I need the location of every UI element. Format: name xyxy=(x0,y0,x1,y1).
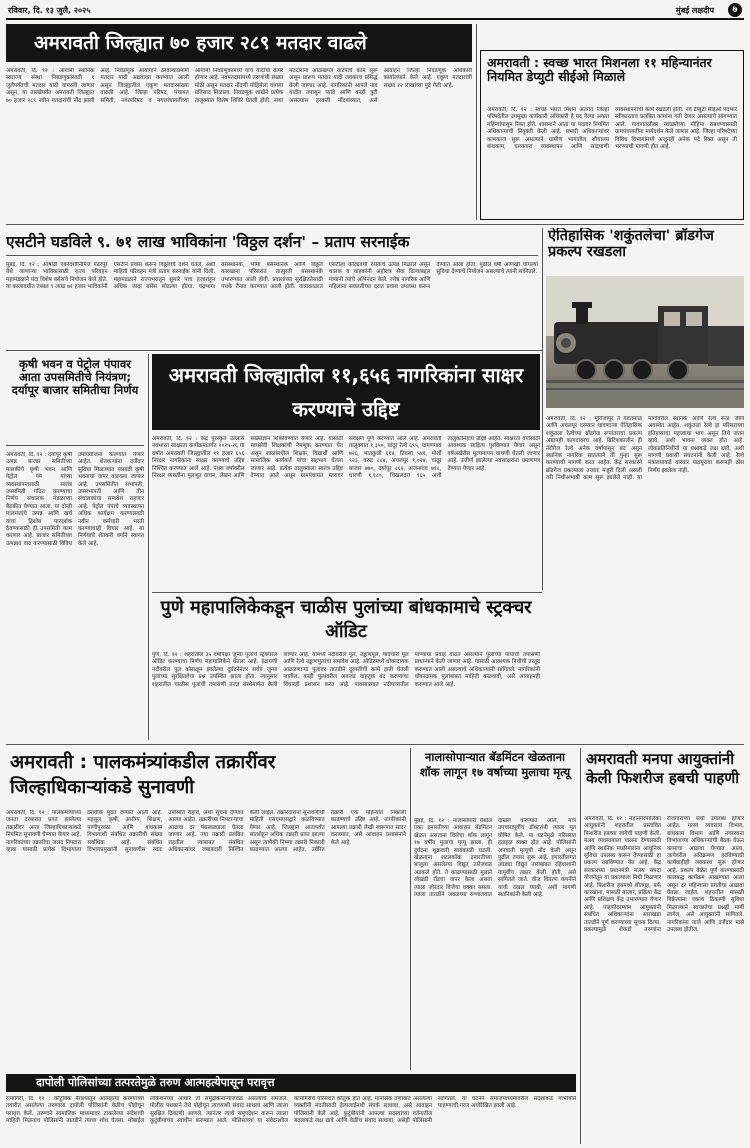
story-headline: अमरावती जिल्ह्यात ७० हजार २८९ मतदार वाढले xyxy=(6,24,472,62)
story-dapoli-police xyxy=(6,1074,576,1144)
story-body: मुंबई, दि. १२ : नालासोपारा येथील एका इमारतीच्या आवारात बॅडमिंटन खेळत असताना विजेचा शॉक लागून १७ वर्षीय मुलाचा मृत्यू झाला. ही दुर्घटना शुक्रवारी सायंकाळी घडली. खेळताना शटलकॉक इमारतीच्या बाजूला असलेल्या विद्युत तारेजवळ अडकले होते. ते काढण्यासाठी मुलाने लोखंडी रॉडचा वापर केला असता त्याला जोरदार विजेचा धक्का बसला. त्याला तातडीने जवळच्या रुग्णालयात दाखल करण्यात आले, मात्र उपचारापूर्वीच डॉक्टरांनी त्याला मृत घोषित केले. या घटनेमुळे परिसरात हळहळ व्यक्त होत आहे. पोलिसांनी अपघाती मृत्यूची नोंद केली असून पुढील तपास सुरू आहे. इमारतीलगत उघड्या विद्युत तारांबाबत रहिवाशांनी यापूर्वीच तक्रार केली होती, असे सांगितले जाते. वीज वितरण कंपनीने याची दखल घ्यावी, अशी मागणी स्थानिकांनी केली आहे. xyxy=(414,818,576,899)
story-headline: अमरावती : पालकमंत्र्यांकडील तक्रारींवर जिल्हाधिकाऱ्यांकडे सुनावणी xyxy=(10,752,276,798)
story-body: अमरावती, दि. १२ : पालकमंत्र्यांच्या जनता दरबारात प्राप्त झालेल्या तक्रारींवर आता जिल्हाधिकाऱ्यांकडे नियमित सुनावणी घेण्यात येणार आहे. नागरिकांच्या तक्रारींचा जलद निपटारा व्हावा यासाठी प्रत्येक विभागाला ठरावीक मुदत देण्यात आली आहे. महसूल, कृषी, आरोग्य, शिक्षण, पाणीपुरवठा आणि बांधकाम विभागाशी संबंधित तक्रारींची संख्या सर्वाधिक आहे. संबंधित विभागप्रमुखांनी सुनावणीस स्वतः उपस्थित राहावे, अशा सूचना देण्यात आल्या आहेत. तक्रारींच्या निपटाऱ्याचा आढावा दर पंधरवड्याला घेतला जाणार आहे. ज्या तक्रारी प्रलंबित राहतील त्याबाबत संबंधित अधिकाऱ्यांवर जबाबदारी निश्चित केली जाईल. तक्रारदारांना सुनावणीची माहिती एसएमएसद्वारे कळविण्यात येणार आहे. जिल्ह्यात आतापर्यंत सातशेहून अधिक तक्रारी प्राप्त झाल्या असून त्यापैकी निम्म्या तक्रारी निकाली काढण्यात आल्या आहेत. उर्वरित तक्रारी एक महिन्यात निकाली काढण्याचे उद्दिष्ट आहे. नागरिकांनी आपल्या तक्रारी लेखी स्वरूपात सादर कराव्यात, असे आवाहन प्रशासनाने केले आहे. xyxy=(6,810,406,854)
header-date: रविवार, दि. १३ जुलै, २०२५ xyxy=(8,6,91,15)
story-shakuntala-railway xyxy=(546,228,744,738)
story-body: अमरावती, दि. १२ : आगामी स्थानिक स्वराज्य संस्था निवडणुकांसाठी १ जुलैपर्यंतची मतदार यादी वापरली जाणार असून, या तारखेपर्यंत अमरावती जिल्ह्यात ७० हजार २८९ नवीन मतदारांची नोंद झाली आहे. निवडणूक आयोगाने ठरवल्याप्रमाणे मतदार यादी अद्ययावत करण्यात आली असून जिल्ह्यातील एकूण मतदारसंख्या वाढली आहे. जिल्हा परिषद, पंचायत समिती, नगरपरिषद व नगरपंचायतींच्या आगामी निवडणुकांमध्ये याच यादीचा वापर होणार आहे. नवमतदारांमध्ये तरुणांची संख्या मोठी असून मतदार नोंदणी मोहिमेला चांगला प्रतिसाद मिळाला. निवडणूक शाखेने प्रत्येक तालुक्यात विशेष शिबिरे घेतली होती. नव्या मतदारांना ओळखपत्र वाटपाचे काम सुरू असून प्रारूप मतदार यादी लवकरच प्रसिद्ध केली जाणार आहे. नागरिकांनी आपले नाव यादीत तपासून घ्यावे आणि काही त्रुटी असल्यास हरकती नोंदवाव्यात, असे आवाहन जिल्हा निवडणूक अधिकारी कार्यालयाने केले आहे. एकूण मतदारांची संख्या २२ लाखांच्या पुढे गेली आहे. xyxy=(6,68,472,104)
story-headline: अमरावती : स्वच्छ भारत मिशनला ११ महिन्यानंतर नियमित डेप्युटी सीईओ मिळाले xyxy=(487,55,712,84)
story-headline: एसटीने घडविले ९. ७१ लाख भाविकांना 'विठ्ठल दर्शन' – प्रताप सरनाईक xyxy=(6,228,538,256)
train-photo xyxy=(546,276,744,408)
story-literacy-target xyxy=(152,354,540,590)
story-pune-bridge-audit xyxy=(152,596,540,740)
story-body: अमरावती, दि. १२ : महानगरपालिका आयुक्तांनी शहरातील प्रस्तावित फिशरीज हबच्या जागेची पाहणी केली. मत्स्य व्यवसायाला चालना देण्यासाठी आणि स्थानिक मच्छीमारांना आधुनिक सुविधा उपलब्ध करून देण्यासाठी हा प्रकल्प राबविण्यात येत आहे. केंद्र सरकारच्या प्रधानमंत्री मत्स्य संपदा योजनेतून या प्रकल्पाला निधी मिळणार आहे. फिशरीज हबमध्ये शीतगृह, बर्फ कारखाना, मासळी बाजार, प्रक्रिया केंद्र आणि प्रशिक्षण केंद्र उभारण्यात येणार आहे. पाहणीदरम्यान आयुक्तांनी संबंधित अधिकाऱ्यांना आराखडा तातडीने पूर्ण करण्याच्या सूचना दिल्या. प्रकल्पामुळे शेकडो तरुणांना रोजगाराच्या संधी उपलब्ध होणार आहेत. मत्स्य व्यवसाय विभाग, बांधकाम विभाग आणि नगररचना विभागाच्या अधिकाऱ्यांची बैठक घेऊन कामाचा आढावा घेण्यात आला. जागेवरील अतिक्रमण हटविण्याची कार्यवाहीही लवकरच सुरू होणार आहे. प्रकल्प वेळेत पूर्ण करण्यासाठी कालबद्ध कार्यक्रम आखण्यात आला असून दर महिन्याला प्रगतीचा आढावा घेतला जाईल. शहरातील मासळी विक्रेत्यांना एकाच ठिकाणी सुविधा मिळाल्याने स्वच्छतेचा प्रश्नही मार्गी लागेल, असे आयुक्तांनी सांगितले. नागरिकांना ताजे आणि दर्जेदार मासे उपलब्ध होतील. xyxy=(584,816,744,934)
story-swachh-bharat xyxy=(480,50,744,220)
story-badminton-shock xyxy=(414,748,576,1070)
story-headline: पुणे महापालिकेकडून चाळीस पुलांच्या बांधकामाचे स्ट्रक्चर ऑडिट xyxy=(160,597,532,642)
page-number: ७ xyxy=(728,3,742,17)
story-body: अमरावती, दि. १२ : स्वच्छ भारत मिशन अंतर्गत जिल्हा परिषदेतील उपमुख्य कार्यकारी अधिकारी हे पद गेल्या अकरा महिन्यांपासून रिक्त होते. शासनाने आता या पदावर नियमित अधिकाऱ्याची नियुक्ती केली आहे. प्रभारी अधिकाऱ्यांवर कामकाज सुरू असल्याने ग्रामीण भागातील शौचालय बांधकाम, घनकचरा व्यवस्थापन आणि सांडपाणी व्यवस्थापनाची कामे रखडली होती. नवे डेप्युटी सीईओ पदभार स्वीकारताच प्रलंबित कामांना गती देणार असल्याचे सांगण्यात आले. गावपातळीवर स्वच्छतेच्या मोहिमा राबवण्यासाठी ग्रामपंचायतींना मार्गदर्शन केले जाणार आहे. जिल्हा परिषदेच्या विविध विभागांमध्ये अजूनही अनेक पदे रिक्त असून ती भरण्याची मागणी होत आहे. xyxy=(487,107,737,151)
story-headline: अमरावती जिल्ह्यातील ११,६५६ नागरिकांना साक्षर करण्याचे उद्दिष्ट xyxy=(152,354,540,430)
story-headline: नालासोपाऱ्यात बॅडमिंटन खेळताना शॉक लागून १७ वर्षाच्या मुलाचा मृत्यू xyxy=(419,750,571,779)
story-headline: कृषी भवन व पेट्रोल पंपावर आता उपसमितीचे नियंत्रण; दर्यापूर बाजार समितीचा निर्णय xyxy=(6,354,144,446)
header-paper-name: मुंबई लक्षदीप xyxy=(675,6,714,15)
story-body: रत्नागिरी, दि. १२ : कौटुंबिक नैराश्यातून आत्महत्या करण्याच्या तयारीत असलेल्या तरुणाला दापोली पोलिसांनी वेळीच पोहोचून परावृत्त केले. तरुणाने सामाजिक माध्यमावर टाकलेल्या संदेशाची माहिती मिळताच पोलिसांनी तातडीने त्याचा शोध घेतला. मोबाईल लोकेशनच्या आधारे तो समुद्रकिनाऱ्याजवळ असल्याचे समजले. पोलीस पथकाने तेथे पोहोचून त्याच्याशी संवाद साधला आणि त्याला सुरक्षित ठिकाणी आणले. त्यानंतर त्याचे समुपदेशन करून त्याला कुटुंबीयांच्या स्वाधीन करण्यात आले. पोलिसांच्या या संवेदनशील कामगिरीचे परिसरात कौतुक होत आहे. मानसिक तणावात असलेल्या व्यक्तींनी मदतीसाठी हेल्पलाईनशी संपर्क साधावा, असे आवाहन पोलिसांनी केले आहे. कुटुंबीयांनी आपल्या सदस्यांच्या वर्तनातील बदलांकडे लक्ष द्यावे आणि वेळीच संवाद साधावा, असेही पोलिसांनी सांगितले. या घटनेने समाजमाध्यमांवरील संदेशांकडे गांभीर्याने पाहण्याची गरज अधोरेखित झाली आहे. xyxy=(6,1096,576,1125)
story-guardian-minister-complaints xyxy=(6,748,406,1070)
story-body: अमरावती, दि. १२ : केंद्र पुरस्कृत उल्लास नवभारत साक्षरता कार्यक्रमांतर्गत २०२५-२६ या वर्षात अमरावती जिल्ह्यातील ११ हजार ६५६ निरक्षर नागरिकांना साक्षर करण्याचे उद्दिष्ट निश्चित करण्यात आले आहे. पंधरा वर्षांवरील निरक्षर व्यक्तींना मूलभूत वाचन, लेखन आणि संख्याज्ञान शिकविण्यात येणार आहे. यासाठी स्वयंसेवी शिक्षकांची नेमणूक करण्यात येत असून शाळांमधील शिक्षक, विद्यार्थी आणि सामाजिक कार्यकर्ते यांचा सहभाग घेतला जाणार आहे. प्रत्येक तालुक्याला स्वतंत्र उद्दिष्ट देण्यात आले असून ग्रामपंचायत स्तरावर सर्वेक्षण पूर्ण करण्यात आले आहे. अमरावती तालुक्यात १,३५०, चांदूर रेल्वे ६९५, धामणगाव ७२६, भातकुली ६१४, तिवसा ५४१, मोर्शी ९२३, वरुड ८८४, अचलपूर १,०२४, चांदूर बाजार ७७०, दर्यापूर ८६२, अंजनगाव ७१८, धारणी १,१८०, चिखलदरा ९६५ अशी तालुकानिहाय उद्दिष्टे आहेत. साक्षरता वर्गांसाठी आवश्यक साहित्य पुरविण्यात येणार असून वर्षअखेरीस मूल्यमापन चाचणी घेतली जाणार आहे. उत्तीर्ण झालेल्या नवसाक्षरांना प्रमाणपत्र देण्यात येणार आहे. xyxy=(152,436,540,480)
story-fisheries-hub xyxy=(584,748,744,1144)
page-header xyxy=(6,4,744,20)
story-headline: दापोली पोलिसांच्या तत्परतेमुळे तरुण आत्महत्येपासून परावृत्त xyxy=(6,1074,576,1092)
story-st-vitthal-darshan xyxy=(6,228,538,348)
story-voter-increase xyxy=(6,24,472,220)
story-body: अमरावती, दि. १२ : दर्यापूर कृषी उत्पन्न बाजार समितीच्या मालकीचे कृषी भवन आणि पेट्रोल पंप यांच्या व्यवस्थापनासाठी स्वतंत्र उपसमिती गठित करण्याचा निर्णय संचालक मंडळाच्या बैठकीत घेण्यात आला. या दोन्ही मालमत्तांचे उत्पन्न आणि खर्च यांचा हिशोब पारदर्शक ठेवण्यासाठी ही उपसमिती काम करणार आहे. बाजार समितीच्या उत्पन्नात वाढ करण्यासाठी विविध उपाययोजना करण्यात येणार आहेत. शेतकऱ्यांना दर्जेदार सुविधा मिळाव्यात यासाठी कृषी भवनाचा वापर वाढवला जाणार आहे. उपसमितीत सभापती, उपसभापती आणि तीन संचालकांचा समावेश राहणार आहे. पेट्रोल पंपाचे व्यवस्थापन अधिक कार्यक्षम करण्यासाठी नवीन कर्मचारी भरती करण्याचाही विचार आहे. या निर्णयाचे शेतकरी वर्गाने स्वागत केले आहे. xyxy=(6,452,144,547)
steam-locomotive-icon xyxy=(546,276,744,408)
story-body: अमरावती, दि. १२ : मूर्तिजापूर ते यवतमाळ आणि अचलपूर दरम्यान धावणाऱ्या ऐतिहासिक शकुंतला रेल्वेच्या ब्रॉडगेज रूपांतराचा प्रकल्प अद्यापही कागदावरच आहे. ब्रिटिशकालीन ही नॅरोगेज रेल्वे अनेक वर्षांपासून बंद असून स्थानिक नागरिक सातत्याने ती पुन्हा सुरू करण्याची मागणी करत आहेत. केंद्र सरकारने ब्रॉडगेज प्रकल्पाला तत्त्वतः मंजुरी दिली असली तरी निधीअभावी काम सुरू झालेले नाही. या मार्गावरील स्थानके आणि रेल्वे रूळ जीर्ण अवस्थेत आहेत. शकुंतला रेल्वे हा परिसराच्या इतिहासाचा महत्त्वाचा भाग असून तिचे जतन व्हावे, अशी भावना व्यक्त होत आहे. लोकप्रतिनिधींनी या प्रश्नाकडे लक्ष द्यावे, अशी मागणी प्रवासी संघटनांनी केली आहे. रेल्वे मंत्रालयाकडे वारंवार पाठपुरावा करूनही ठोस निर्णय झालेला नाही. xyxy=(546,416,744,482)
story-headline: अमरावती मनपा आयुक्तांनी केली फिशरीज हबची पाहणी xyxy=(586,750,740,787)
story-krushi-bhavan xyxy=(6,354,144,740)
story-headline: ऐतिहासिक 'शकुंतलेचा' ब्रॉडगेज प्रकल्प रखडला xyxy=(548,228,714,261)
story-body: पुणे, दि. १२ : शहरातील ३५ वर्षांपेक्षा जुन्या पुलांचे स्ट्रक्चरल ऑडिट करण्याचा निर्णय महापालिकेने घेतला आहे. इंद्रायणी नदीवरील पूल कोसळून झालेल्या दुर्घटनेनंतर सर्वच जुन्या पुलांच्या सुरक्षिततेचा प्रश्न उपस्थित झाला होता. त्यानुसार शहरातील चाळीस पुलांची तपासणी तज्ज्ञ संस्थेमार्फत केली जाणार आहे. यामध्ये नदीवरील पूल, उड्डाणपूल, पादचारी पूल आणि रेल्वे उड्डाणपुलांचा समावेश आहे. ऑडिटमध्ये धोकादायक आढळणाऱ्या पुलांवर तातडीने दुरुस्तीची कामे हाती घेतली जातील. काही पुलांवरील अवजड वाहतूक बंद करण्याचा विचारही प्रशासन करत आहे. पावसाळ्यात नदीपात्रातील पाण्याचा प्रवाह वाढत असल्याने पुलांच्या पायाची तपासणी प्राधान्याने केली जाणार आहे. यासाठी आवश्यक निधीची तरतूद करण्यात आली असल्याचे अधिकाऱ्यांनी सांगितले. नागरिकांनी धोकादायक पुलांबाबत माहिती कळवावी, असे आवाहनही करण्यात आले आहे. xyxy=(152,652,540,688)
story-body: मुंबई, दि. १२ : आषाढी एकादशीनिमित्त पंढरपूर येथे जाणाऱ्या भाविकांसाठी राज्य परिवहन महामंडळाने यंदा विशेष बसेसचे नियोजन केले होते. या कालावधीत तब्बल ९ लाख ७१ हजार भाविकांनी एसटीने प्रवास करून विठ्ठलाचे दर्शन घेतले, अशी माहिती परिवहन मंत्री प्रताप सरनाईक यांनी दिली. महामंडळाने राज्यभरातून सुमारे पाच हजारांहून अधिक जादा बसेस सोडल्या होत्या. चंद्रभागा बसस्थानक, भीमा बसस्थानक आणि विठ्ठल कारखाना परिसरात तात्पुरती बसस्थानके उभारण्यात आली होती. प्रवाशांच्या सुरक्षिततेसाठी पथके तैनात करण्यात आली होती. यात्राकाळात एसटीला कोट्यवधी रुपयांचे उत्पन्न मिळाले असून चालक व वाहकांनी अहोरात्र सेवा दिल्याबद्दल मंत्र्यांनी त्यांचे अभिनंदन केले. ज्येष्ठ नागरिक आणि महिलांना सवलतीच्या दरात प्रवास उपलब्ध करून देण्यात आला होता. पुढील वर्षी आणखी चांगल्या सुविधा देण्याचे नियोजन असल्याचे त्यांनी सांगितले. xyxy=(6,262,538,291)
